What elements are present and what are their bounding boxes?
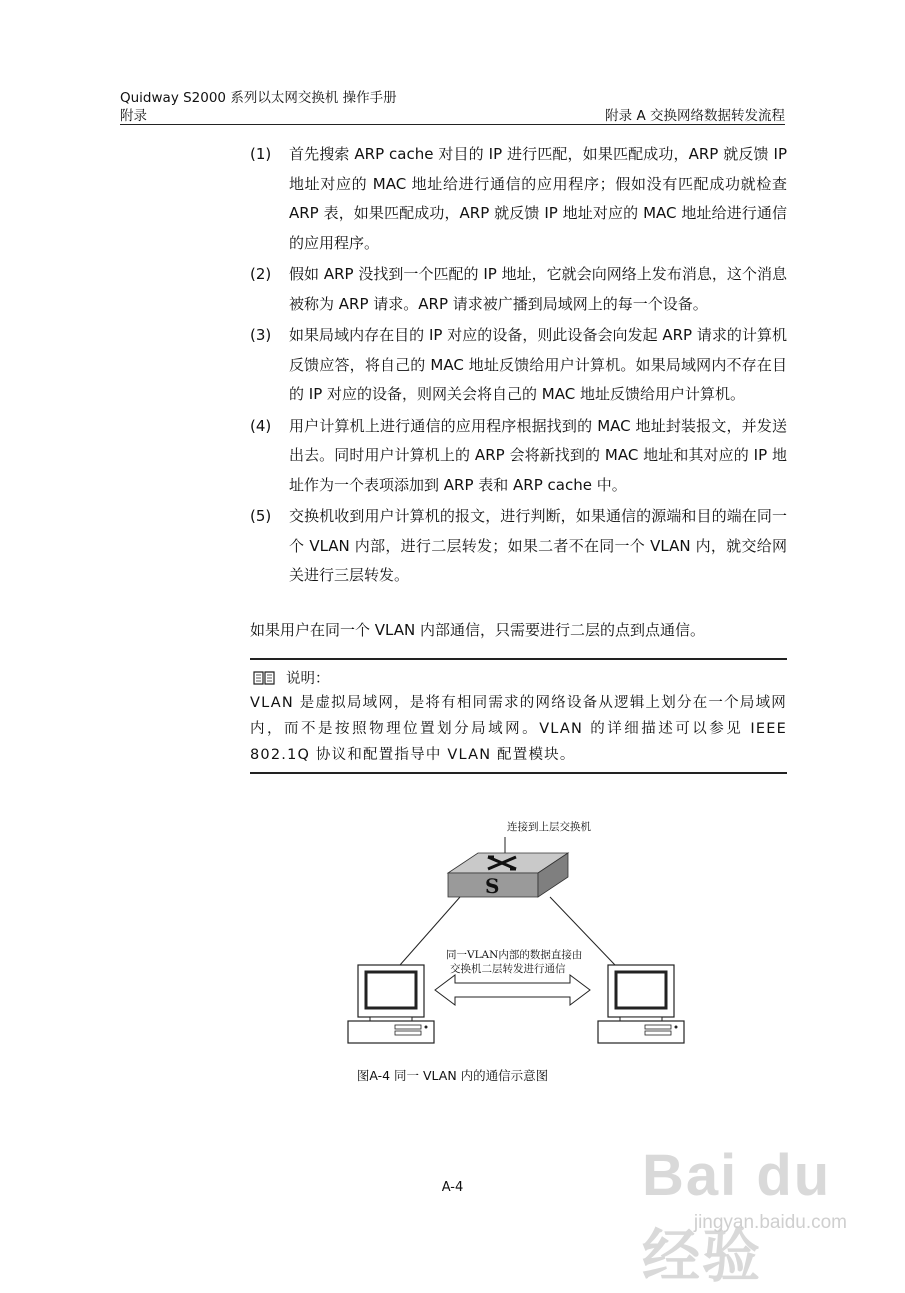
step-number: (2) — [250, 265, 272, 283]
note-text: VLAN 是虚拟局域网，是将有相同需求的网络设备从逻辑上划分在一个局域网内，而不是按照物理位置划分局域网。VLAN 的详细描述可以参见 IEEE 802.1Q 协议和配置指导中 VLAN 配置模块。 — [250, 695, 787, 763]
step-number: (5) — [250, 507, 272, 525]
step-number: (1) — [250, 145, 272, 163]
list-item — [250, 502, 787, 591]
step-text: 如果局域内存在目的 IP 对应的设备，则此设备会向发起 ARP 请求的计算机反馈应答，将自己的 MAC 地址反馈给用户计算机。如果局域网内不存在目的 IP 对应的设备，则网关会将自己的 MAC 地址反馈给用户计算机。 — [289, 326, 787, 403]
note-heading — [252, 667, 330, 688]
step-text: 首先搜索 ARP cache 对目的 IP 进行匹配，如果匹配成功，ARP 就反馈 IP 地址对应的 MAC 地址给进行通信的应用程序；假如没有匹配成功就检查 ARP 表，如果匹配成功，ARP 就反馈 IP 地址对应的 MAC 地址给进行通信的应用程序。 — [289, 145, 787, 252]
step-text: 假如 ARP 没找到一个匹配的 IP 地址，它就会向网络上发布消息，这个消息被称为 ARP 请求。ARP 请求被广播到局域网上的每一个设备。 — [289, 265, 787, 313]
arrow-label-line2: 交换机二层转发进行通信 — [450, 963, 566, 975]
header-title: Quidway S2000 系列以太网交换机 操作手册 — [120, 90, 397, 106]
list-item — [250, 321, 787, 410]
book-icon — [252, 670, 276, 686]
header-rule — [120, 124, 785, 125]
step-text: 交换机收到用户计算机的报文，进行判断，如果通信的源端和目的端在同一个 VLAN 内部，进行二层转发；如果二者不在同一个 VLAN 内，就交给网关进行三层转发。 — [289, 507, 787, 584]
uplink-label: 连接到上层交换机 — [507, 821, 591, 833]
header-section-left: 附录 — [120, 108, 147, 124]
computer-left-icon — [348, 965, 434, 1043]
steps-list — [250, 140, 787, 593]
header-section-right: 附录 A 交换网络数据转发流程 — [605, 108, 785, 124]
watermark-url: jingyan.baidu.com — [693, 1212, 847, 1233]
summary-paragraph: 如果用户在同一个 VLAN 内部通信，只需要进行二层的点到点通信。 — [250, 621, 705, 639]
watermark-logo: Bai du 经验 — [642, 1143, 832, 1289]
figure-caption: 图A-4 同一 VLAN 内的通信示意图 — [356, 1068, 549, 1083]
list-item — [250, 140, 787, 258]
note-top-rule — [250, 658, 787, 660]
vlan-diagram-graphic — [340, 815, 690, 1055]
step-number: (3) — [250, 326, 272, 344]
note-bottom-rule — [250, 772, 787, 774]
list-item — [250, 260, 787, 319]
step-number: (4) — [250, 416, 272, 435]
step-text: 用户计算机上进行通信的应用程序根据找到的 MAC 地址封装报文，并发送出去。同时用户计算机上的 ARP 会将新找到的 MAC 地址和其对应的 IP 地址作为一个表项添加到 ARP 表和 ARP cache 中。 — [289, 416, 787, 494]
switch-mark: S — [485, 874, 500, 898]
double-arrow-icon — [435, 975, 590, 1005]
note-label: 说明： — [286, 671, 330, 687]
page-number: A-4 — [441, 1180, 464, 1195]
vlan-diagram — [340, 815, 690, 1055]
arrow-label-line1: 同一VLAN内部的数据直接由 — [446, 949, 583, 961]
computer-right-icon — [598, 965, 684, 1043]
list-item — [250, 412, 787, 501]
baidu-watermark — [642, 1136, 857, 1289]
